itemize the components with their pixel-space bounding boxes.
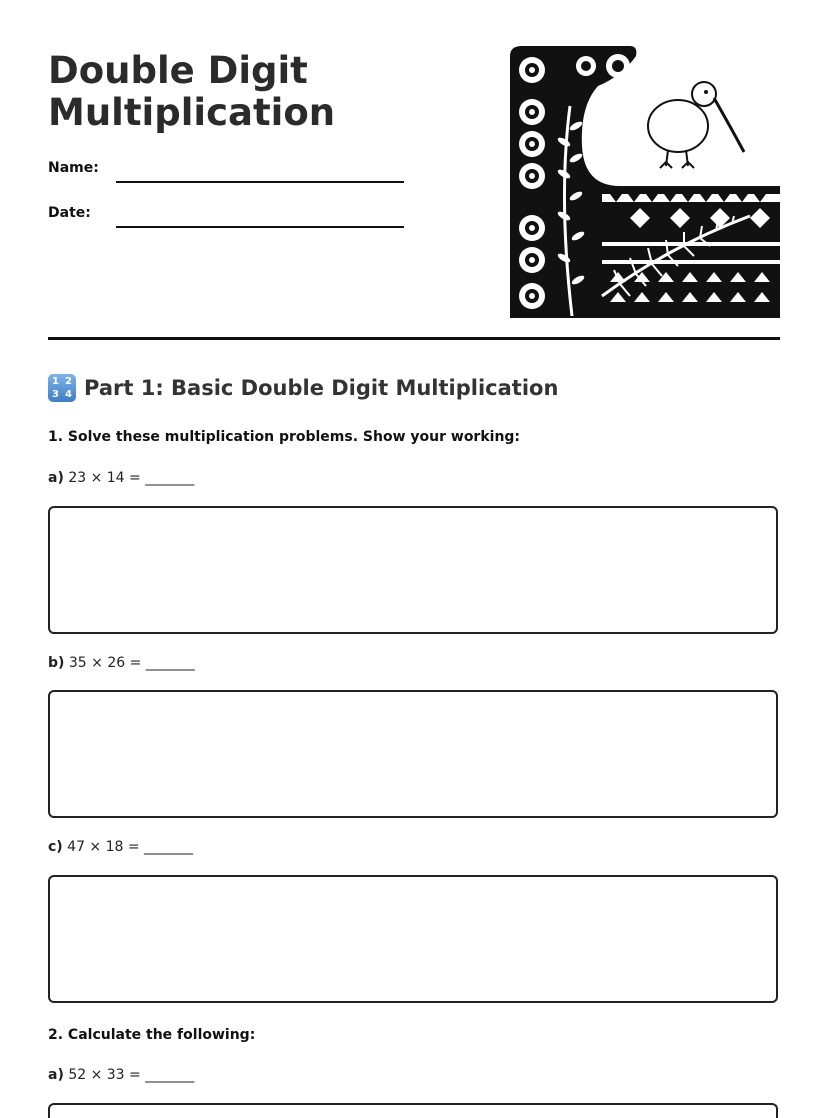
answer-box-1c[interactable] — [48, 875, 778, 1003]
question-1-prompt: 1. Solve these multiplication problems. Show your working: — [48, 429, 521, 445]
maori-kiwi-fern-pattern-icon — [510, 46, 780, 318]
problem-2a — [48, 1067, 194, 1083]
date-line[interactable] — [116, 226, 404, 228]
name-line[interactable] — [116, 181, 404, 183]
problem-text: 35 × 26 = _______ — [68, 655, 195, 671]
problem-text: 47 × 18 = _______ — [67, 839, 194, 855]
date-label: Date: — [48, 205, 91, 221]
title-line-2: Multiplication — [48, 91, 336, 134]
icon-digit-1: 1 — [52, 376, 59, 387]
name-label: Name: — [48, 160, 99, 176]
answer-box-2a[interactable] — [48, 1103, 778, 1118]
problem-1b — [48, 655, 195, 671]
worksheet-title — [48, 50, 448, 134]
answer-box-1b[interactable] — [48, 690, 778, 818]
answer-box-1a[interactable] — [48, 506, 778, 634]
icon-digit-4: 4 — [65, 389, 72, 400]
icon-digit-2: 2 — [65, 376, 72, 387]
problem-text: 23 × 14 = _______ — [68, 470, 195, 486]
title-line-1: Double Digit — [48, 49, 308, 92]
problem-1a — [48, 470, 194, 486]
icon-digit-3: 3 — [52, 389, 59, 400]
section-1-title: Part 1: Basic Double Digit Multiplication — [84, 376, 559, 400]
problem-label: a) — [48, 470, 64, 486]
problem-label: b) — [48, 655, 65, 671]
question-2-prompt: 2. Calculate the following: — [48, 1027, 256, 1043]
problem-1c — [48, 839, 193, 855]
header-divider — [48, 337, 780, 340]
numbers-icon — [48, 374, 76, 402]
problem-label: c) — [48, 839, 63, 855]
section-1-heading — [48, 374, 558, 402]
problem-label: a) — [48, 1067, 64, 1083]
problem-text: 52 × 33 = _______ — [68, 1067, 195, 1083]
